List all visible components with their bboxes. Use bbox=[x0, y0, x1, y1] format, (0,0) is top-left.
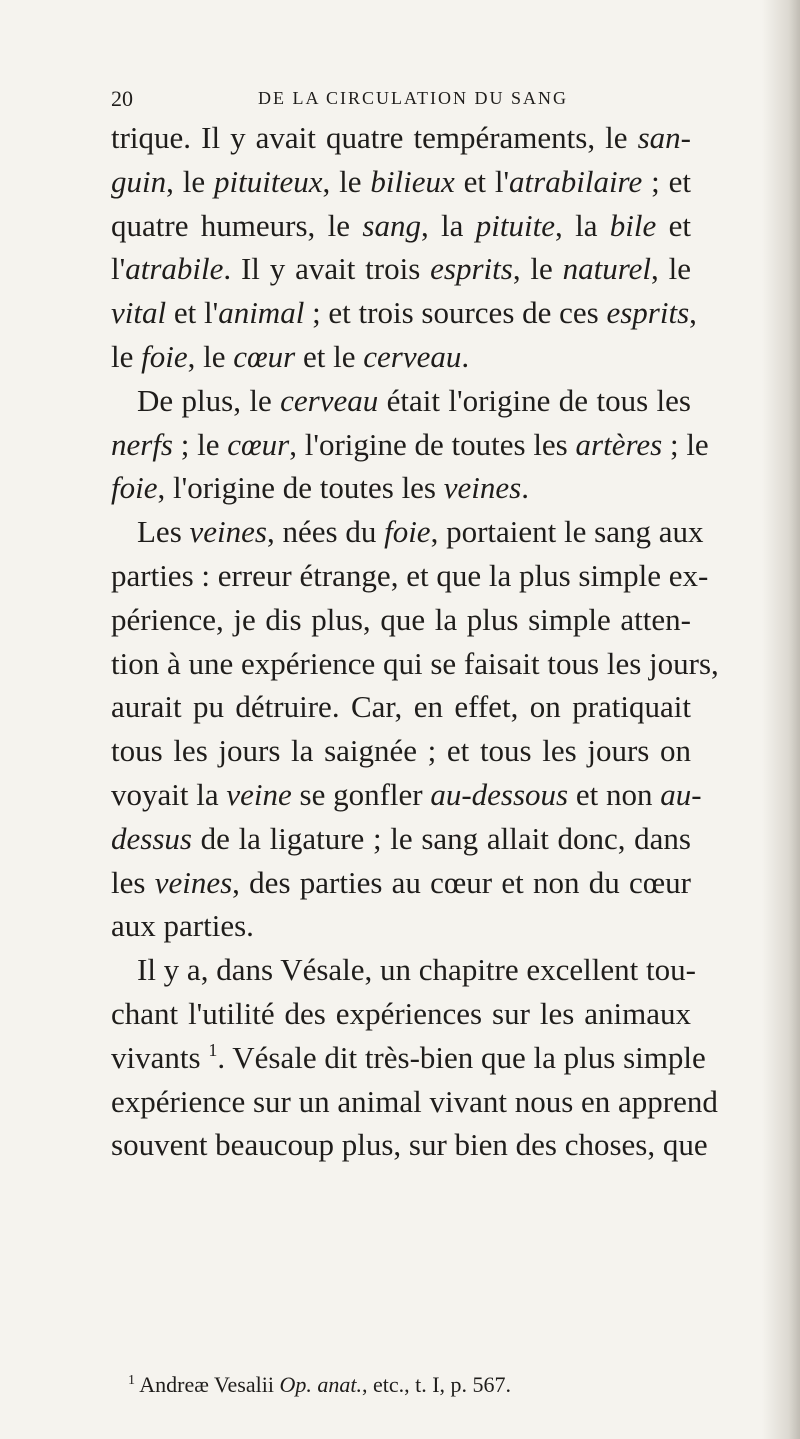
text-run: aux parties. bbox=[111, 908, 254, 944]
text-run: Il y a, dans Vésale, un chapitre excellent tou- bbox=[137, 952, 696, 988]
italic-term: esprits bbox=[430, 251, 513, 287]
text-run: tion à une expérience qui se faisait tous les jours, bbox=[111, 645, 719, 681]
text-line bbox=[111, 1123, 708, 1167]
text-run: l' bbox=[111, 251, 126, 287]
text-run: . bbox=[461, 338, 470, 374]
italic-term: au- bbox=[660, 776, 702, 812]
text-line bbox=[111, 554, 709, 598]
footnote-text-before: Andreæ Vesalii bbox=[139, 1372, 280, 1397]
italic-term: foie bbox=[141, 338, 188, 374]
running-head: DE LA CIRCULATION DU SANG bbox=[258, 88, 568, 108]
text-line bbox=[111, 861, 691, 905]
italic-term: pituiteux bbox=[214, 163, 323, 199]
italic-term: cerveau bbox=[363, 338, 462, 374]
italic-term: au-dessous bbox=[430, 776, 569, 812]
text-line bbox=[111, 510, 704, 554]
text-run: parties : erreur étrange, et que la plus simple ex- bbox=[111, 557, 709, 593]
text-run: voyait la bbox=[111, 776, 227, 812]
text-run: , le bbox=[651, 251, 692, 287]
italic-term: sang bbox=[362, 207, 421, 243]
text-run: . Vésale dit très-bien que la plus simple bbox=[217, 1039, 706, 1075]
text-run: aurait pu détruire. Car, en effet, on pratiquait bbox=[111, 689, 691, 725]
italic-term: animal bbox=[218, 295, 305, 331]
italic-term: foie bbox=[111, 470, 158, 506]
text-run: , l'origine de toutes les bbox=[157, 470, 444, 506]
text-line bbox=[111, 948, 696, 992]
italic-term: bile bbox=[609, 207, 657, 243]
italic-term: veine bbox=[226, 776, 292, 812]
text-run: et non bbox=[568, 776, 661, 812]
text-run: , la bbox=[554, 207, 610, 243]
page-gutter-shadow bbox=[762, 0, 800, 1439]
text-line bbox=[111, 773, 702, 817]
text-run: ; et trois sources de ces bbox=[304, 295, 607, 331]
footnote bbox=[128, 1372, 511, 1398]
italic-term: artères bbox=[575, 426, 663, 462]
text-run: . Il y avait trois bbox=[223, 251, 431, 287]
text-line bbox=[111, 685, 691, 729]
text-run: , le bbox=[166, 163, 214, 199]
text-run: , le bbox=[322, 163, 371, 199]
text-run: ; le bbox=[173, 426, 228, 462]
text-run: ; et bbox=[642, 163, 691, 199]
text-line bbox=[111, 642, 719, 686]
italic-term: vital bbox=[111, 295, 167, 331]
text-run: périence, je dis plus, que la plus simple atten- bbox=[111, 601, 691, 637]
text-run: Les bbox=[137, 514, 190, 550]
italic-term: cœur bbox=[233, 338, 296, 374]
text-run: le bbox=[111, 338, 142, 374]
text-run: . bbox=[521, 470, 529, 506]
text-run: chant l'utilité des expériences sur les animaux bbox=[111, 995, 691, 1031]
text-run: vivants bbox=[111, 1039, 209, 1075]
footnote-reference: 1 bbox=[208, 1039, 218, 1060]
text-line bbox=[111, 204, 691, 248]
italic-term: naturel bbox=[562, 251, 652, 287]
text-run: , la bbox=[420, 207, 476, 243]
italic-term: esprits bbox=[606, 295, 690, 331]
text-run: tous les jours la saignée ; et tous les jours on bbox=[111, 733, 691, 769]
page-number: 20 bbox=[111, 86, 133, 111]
text-line bbox=[111, 379, 691, 423]
text-run: et l' bbox=[454, 163, 510, 199]
italic-term: cerveau bbox=[280, 382, 379, 418]
text-run: , bbox=[689, 295, 697, 331]
text-line bbox=[111, 116, 691, 160]
text-line bbox=[111, 598, 691, 642]
text-run: quatre humeurs, le bbox=[111, 207, 363, 243]
italic-term: pituite bbox=[475, 207, 555, 243]
text-run: était l'origine de tous les bbox=[378, 382, 691, 418]
text-run: ; le bbox=[662, 426, 709, 462]
text-line bbox=[111, 423, 709, 467]
italic-term: guin bbox=[111, 163, 167, 199]
footnote-italic: Op. anat. bbox=[279, 1372, 362, 1397]
footnote-text-after: , etc., t. I, p. 567. bbox=[361, 1372, 512, 1397]
footnote-marker: 1 bbox=[128, 1373, 135, 1388]
text-line bbox=[111, 1080, 718, 1124]
italic-term: bilieux bbox=[370, 163, 455, 199]
text-line bbox=[111, 466, 691, 510]
text-run: expérience sur un animal vivant nous en apprend bbox=[111, 1083, 718, 1119]
text-run: , le bbox=[512, 251, 563, 287]
text-run: les bbox=[111, 864, 155, 900]
text-line bbox=[111, 160, 691, 204]
text-run: et le bbox=[295, 338, 364, 374]
text-line bbox=[111, 291, 697, 335]
body-text bbox=[111, 116, 719, 1167]
text-line bbox=[111, 992, 691, 1036]
italic-term: san- bbox=[637, 120, 691, 155]
text-run: souvent beaucoup plus, sur bien des choses, que bbox=[111, 1127, 708, 1163]
italic-term: foie bbox=[384, 514, 431, 550]
italic-term: nerfs bbox=[111, 426, 173, 462]
text-run: , le bbox=[187, 338, 234, 374]
text-run: , portaient le sang aux bbox=[430, 514, 704, 550]
text-run: trique. Il y avait quatre tempéraments, le bbox=[111, 120, 638, 155]
text-line bbox=[111, 904, 691, 948]
text-run: et bbox=[656, 207, 692, 243]
italic-term: veines bbox=[154, 864, 233, 900]
italic-term: atrabile bbox=[125, 251, 224, 287]
text-line bbox=[111, 1036, 706, 1080]
italic-term: atrabilaire bbox=[509, 163, 643, 199]
italic-term: veines bbox=[443, 470, 522, 506]
text-line bbox=[111, 729, 691, 773]
text-line bbox=[111, 247, 691, 291]
text-run: et l' bbox=[166, 295, 219, 331]
text-run: , nées du bbox=[266, 514, 385, 550]
italic-term: veines bbox=[189, 514, 267, 550]
page-header bbox=[111, 86, 671, 116]
text-line bbox=[111, 817, 691, 861]
italic-term: dessus bbox=[111, 820, 192, 856]
text-run: se gonfler bbox=[291, 776, 431, 812]
text-run: de la ligature ; le sang allait donc, dans bbox=[191, 820, 691, 856]
text-run: De plus, le bbox=[137, 382, 281, 418]
text-run: , l'origine de toutes les bbox=[289, 426, 576, 462]
italic-term: cœur bbox=[227, 426, 290, 462]
text-line bbox=[111, 335, 691, 379]
text-run: , des parties au cœur et non du cœur bbox=[232, 864, 692, 900]
